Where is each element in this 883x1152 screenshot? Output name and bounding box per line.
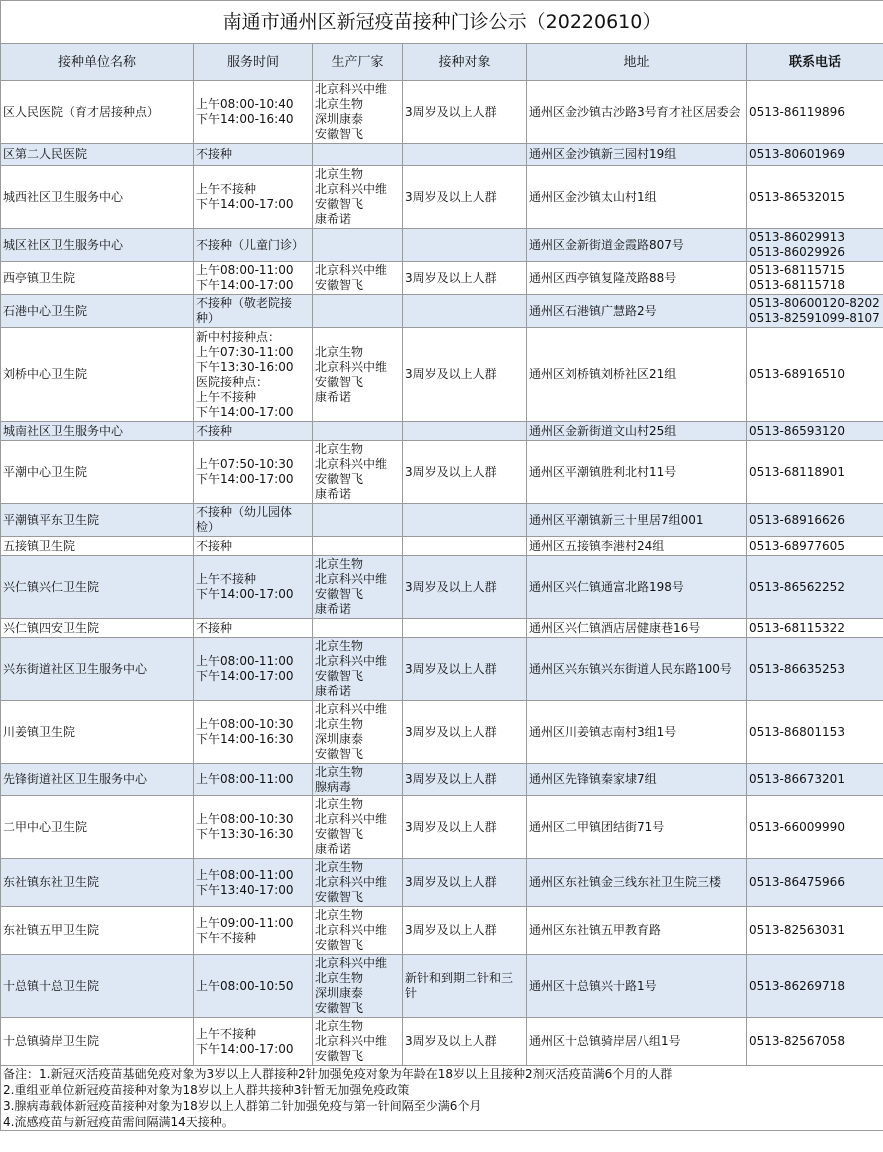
phone-cell: [747, 955, 883, 1018]
target-cell: [403, 537, 527, 556]
unit-cell: 西亭镇卫生院: [1, 262, 194, 295]
address-cell: 通州区先锋镇秦家埭7组: [527, 764, 747, 796]
time-cell: [194, 537, 313, 556]
table-row: [1, 422, 883, 441]
table-row: [1, 619, 883, 638]
target-cell: 3周岁及以上人群: [403, 638, 527, 701]
target-cell: [403, 295, 527, 328]
maker-cell: [313, 619, 403, 638]
maker-cell: [313, 504, 403, 537]
time-cell: [194, 422, 313, 441]
time-line: 下午13:30-16:30: [196, 827, 294, 841]
maker-line: 北京科兴中维: [315, 654, 388, 668]
phone-cell: [747, 1018, 883, 1066]
phone-cell: [747, 638, 883, 701]
maker-line: 安徽智飞: [315, 890, 364, 904]
maker-line: 北京科兴中维: [315, 82, 388, 96]
address-cell: 通州区刘桥镇刘桥社区21组: [527, 328, 747, 422]
maker-cell: [313, 81, 403, 144]
maker-line: 康希诺: [315, 389, 352, 404]
unit-cell: 东社镇东社卫生院: [1, 859, 194, 907]
maker-cell: [313, 556, 403, 619]
maker-line: 安徽智飞: [315, 827, 364, 841]
time-cell: [194, 144, 313, 166]
target-cell: 3周岁及以上人群: [403, 1018, 527, 1066]
phone-line: 0513-86119896: [749, 104, 845, 119]
note-row: [1, 1098, 883, 1114]
time-line: 上午不接种: [196, 1026, 257, 1041]
maker-line: 深圳康泰: [315, 986, 364, 1000]
phone-cell: [747, 556, 883, 619]
time-line: 下午14:00-17:00: [196, 404, 294, 419]
time-cell: [194, 859, 313, 907]
time-line: 新中村接种点：: [196, 329, 281, 344]
maker-cell: [313, 764, 403, 796]
maker-line: 北京科兴中维: [315, 702, 388, 716]
maker-cell: [313, 295, 403, 328]
address-cell: 通州区西亭镇复隆茂路88号: [527, 262, 747, 295]
table-row: [1, 295, 883, 328]
unit-cell: 兴东街道社区卫生服务中心: [1, 638, 194, 701]
address-cell: 通州区东社镇五甲教育路: [527, 907, 747, 955]
header-target: 接种对象: [403, 44, 527, 81]
time-line: 下午14:00-16:40: [196, 112, 294, 126]
maker-cell: [313, 166, 403, 229]
time-cell: [194, 262, 313, 295]
time-line: 不接种（幼儿园体检）: [196, 505, 293, 534]
time-cell: [194, 1018, 313, 1066]
unit-cell: 平潮镇平东卫生院: [1, 504, 194, 537]
unit-cell: 城南社区卫生服务中心: [1, 422, 194, 441]
time-cell: [194, 441, 313, 504]
phone-line: 0513-82591099-8107: [749, 311, 880, 325]
header-address: 地址: [527, 44, 747, 81]
time-line: 不接种（敬老院接种）: [196, 296, 293, 325]
maker-line: 安徽智飞: [315, 747, 364, 761]
time-line: 上午08:00-11:00: [196, 772, 294, 786]
maker-line: 安徽智飞: [315, 374, 364, 389]
maker-line: 北京科兴中维: [315, 875, 388, 889]
time-cell: [194, 295, 313, 328]
maker-line: 安徽智飞: [315, 587, 364, 601]
note-row: [1, 1066, 883, 1083]
maker-cell: [313, 537, 403, 556]
time-cell: [194, 328, 313, 422]
maker-line: 安徽智飞: [315, 197, 364, 211]
time-line: 不接种: [196, 423, 233, 438]
header-unit: 接种单位名称: [1, 44, 194, 81]
phone-cell: [747, 262, 883, 295]
address-cell: 通州区川姜镇志南村3组1号: [527, 701, 747, 764]
time-cell: [194, 619, 313, 638]
table-row: [1, 764, 883, 796]
time-line: 上午08:00-10:40: [196, 97, 294, 111]
maker-cell: [313, 229, 403, 262]
note-text: 备注：1.新冠灭活疫苗基础免疫对象为3岁以上人群接种2针加强免疫对象为年龄在18岁以上且接种2剂灭活疫苗满6个月的人群: [1, 1066, 883, 1083]
target-cell: 3周岁及以上人群: [403, 556, 527, 619]
address-cell: 通州区金沙镇古沙路3号育才社区居委会: [527, 81, 747, 144]
time-line: 上午不接种: [196, 389, 257, 404]
table-row: [1, 537, 883, 556]
table-row: [1, 907, 883, 955]
unit-cell: 刘桥中心卫生院: [1, 328, 194, 422]
unit-cell: 二甲中心卫生院: [1, 796, 194, 859]
time-line: 上午09:00-11:00: [196, 915, 294, 930]
maker-line: 北京生物: [315, 908, 364, 922]
maker-line: 北京生物: [315, 860, 364, 874]
maker-line: 安徽智飞: [315, 938, 364, 952]
unit-cell: 城西社区卫生服务中心: [1, 166, 194, 229]
unit-cell: 兴仁镇四安卫生院: [1, 619, 194, 638]
time-line: 上午不接种: [196, 182, 257, 196]
maker-line: 北京生物: [315, 344, 364, 359]
time-cell: [194, 166, 313, 229]
maker-line: 康希诺: [315, 684, 352, 698]
table-row: [1, 144, 883, 166]
unit-cell: 区第二人民医院: [1, 144, 194, 166]
time-line: 下午14:00-17:00: [196, 278, 294, 292]
phone-cell: [747, 907, 883, 955]
maker-line: 安徽智飞: [315, 669, 364, 683]
target-cell: [403, 229, 527, 262]
maker-cell: [313, 262, 403, 295]
maker-line: 康希诺: [315, 842, 352, 856]
time-line: 下午14:00-17:00: [196, 669, 294, 683]
address-cell: 通州区金新街道文山村25组: [527, 422, 747, 441]
phone-line: 0513-82567058: [749, 1034, 845, 1048]
maker-line: 安徽智飞: [315, 1001, 364, 1015]
phone-cell: [747, 859, 883, 907]
time-cell: [194, 907, 313, 955]
unit-cell: 东社镇五甲卫生院: [1, 907, 194, 955]
maker-line: 北京科兴中维: [315, 263, 388, 277]
table-row: [1, 229, 883, 262]
time-cell: [194, 81, 313, 144]
maker-cell: [313, 701, 403, 764]
phone-cell: [747, 422, 883, 441]
phone-cell: [747, 295, 883, 328]
address-cell: 通州区平潮镇新三十里居7组001: [527, 504, 747, 537]
phone-cell: [747, 504, 883, 537]
maker-line: 安徽智飞: [315, 278, 364, 292]
unit-cell: 川姜镇卫生院: [1, 701, 194, 764]
phone-cell: [747, 229, 883, 262]
table-row: [1, 81, 883, 144]
time-line: 下午14:00-17:00: [196, 1041, 294, 1056]
phone-cell: [747, 796, 883, 859]
maker-cell: [313, 422, 403, 441]
target-cell: 3周岁及以上人群: [403, 328, 527, 422]
unit-cell: 十总镇骑岸卫生院: [1, 1018, 194, 1066]
table-row: [1, 701, 883, 764]
phone-line: 0513-86475966: [749, 875, 845, 889]
time-line: 上午不接种: [196, 572, 257, 586]
maker-cell: [313, 441, 403, 504]
phone-line: 0513-86269718: [749, 978, 845, 993]
phone-line: 0513-86635253: [749, 661, 845, 676]
unit-cell: 区人民医院（育才居接种点）: [1, 81, 194, 144]
time-line: 不接种: [196, 538, 233, 553]
target-cell: 3周岁及以上人群: [403, 166, 527, 229]
address-cell: 通州区金新街道金霞路807号: [527, 229, 747, 262]
maker-cell: [313, 144, 403, 166]
time-cell: [194, 764, 313, 796]
table-row: [1, 556, 883, 619]
maker-cell: [313, 1018, 403, 1066]
table-row: [1, 1018, 883, 1066]
phone-cell: [747, 619, 883, 638]
phone-line: 0513-80601969: [749, 147, 845, 161]
phone-line: 0513-86673201: [749, 772, 845, 786]
time-line: 下午14:00-16:30: [196, 732, 294, 746]
phone-cell: [747, 144, 883, 166]
address-cell: 通州区金沙镇太山村1组: [527, 166, 747, 229]
time-line: 不接种: [196, 147, 233, 161]
phone-cell: [747, 764, 883, 796]
address-cell: 通州区金沙镇新三园村19组: [527, 144, 747, 166]
target-cell: [403, 144, 527, 166]
phone-line: 0513-86532015: [749, 189, 845, 204]
table-row: [1, 859, 883, 907]
time-cell: [194, 955, 313, 1018]
phone-line: 0513-86562252: [749, 579, 845, 594]
phone-line: 0513-66009990: [749, 819, 845, 834]
target-cell: 3周岁及以上人群: [403, 81, 527, 144]
phone-line: 0513-68916626: [749, 512, 845, 527]
maker-line: 北京科兴中维: [315, 923, 388, 937]
time-line: 上午07:50-10:30: [196, 457, 294, 471]
target-cell: [403, 422, 527, 441]
maker-line: 深圳康泰: [315, 112, 364, 126]
maker-line: 北京科兴中维: [315, 572, 388, 586]
maker-line: 康希诺: [315, 487, 352, 501]
maker-line: 北京生物: [315, 1019, 364, 1033]
phone-cell: [747, 537, 883, 556]
maker-line: 康希诺: [315, 212, 352, 226]
address-cell: 通州区十总镇兴十路1号: [527, 955, 747, 1018]
time-line: 上午07:30-11:00: [196, 344, 294, 359]
maker-line: 腺病毒: [315, 779, 352, 794]
table-row: [1, 955, 883, 1018]
maker-cell: [313, 859, 403, 907]
address-cell: 通州区五接镇李港村24组: [527, 537, 747, 556]
time-line: 下午13:30-16:00: [196, 359, 294, 374]
maker-line: 北京生物: [315, 167, 364, 181]
phone-line: 0513-68115718: [749, 278, 845, 292]
phone-line: 0513-86801153: [749, 724, 845, 739]
phone-line: 0513-68115322: [749, 620, 845, 635]
maker-line: 安徽智飞: [315, 1049, 364, 1063]
time-cell: [194, 556, 313, 619]
phone-cell: [747, 441, 883, 504]
time-line: 不接种: [196, 620, 233, 635]
target-cell: 3周岁及以上人群: [403, 441, 527, 504]
unit-cell: 五接镇卫生院: [1, 537, 194, 556]
time-line: 上午08:00-10:50: [196, 978, 294, 993]
time-cell: [194, 504, 313, 537]
phone-cell: [747, 328, 883, 422]
maker-cell: [313, 796, 403, 859]
phone-cell: [747, 701, 883, 764]
unit-cell: 石港中心卫生院: [1, 295, 194, 328]
maker-line: 北京生物: [315, 971, 364, 985]
note-text: 3.腺病毒载体新冠疫苗接种对象为18岁以上人群第二针加强免疫与第一针间隔至少满6个月: [1, 1098, 883, 1114]
unit-cell: 兴仁镇兴仁卫生院: [1, 556, 194, 619]
time-cell: [194, 229, 313, 262]
maker-line: 北京科兴中维: [315, 182, 388, 196]
header-row: [1, 44, 883, 81]
maker-line: 北京生物: [315, 717, 364, 731]
target-cell: [403, 504, 527, 537]
phone-line: 0513-86593120: [749, 423, 845, 438]
time-cell: [194, 638, 313, 701]
note-text: 2.重组亚单位新冠疫苗接种对象为18岁以上人群共接种3针暂无加强免疫政策: [1, 1082, 883, 1098]
table-row: [1, 262, 883, 295]
maker-line: 北京生物: [315, 797, 364, 811]
phone-cell: [747, 166, 883, 229]
phone-line: 0513-86029926: [749, 245, 845, 259]
time-cell: [194, 701, 313, 764]
unit-cell: 先锋街道社区卫生服务中心: [1, 764, 194, 796]
page-title: 南通市通州区新冠疫苗接种门诊公示（20220610）: [1, 1, 883, 44]
phone-cell: [747, 81, 883, 144]
time-line: 上午08:00-11:00: [196, 654, 294, 668]
table-row: [1, 441, 883, 504]
time-line: 下午13:40-17:00: [196, 882, 294, 897]
table-row: [1, 638, 883, 701]
maker-line: 北京科兴中维: [315, 956, 388, 970]
maker-line: 深圳康泰: [315, 732, 364, 746]
header-maker: 生产厂家: [313, 44, 403, 81]
time-line: 上午08:00-10:30: [196, 812, 294, 826]
time-line: 不接种（儿童门诊）: [196, 237, 305, 252]
time-line: 上午08:00-11:00: [196, 867, 294, 882]
table-body: [1, 81, 883, 1066]
maker-line: 北京科兴中维: [315, 457, 388, 471]
table-row: [1, 796, 883, 859]
address-cell: 通州区兴仁镇酒店居健康巷16号: [527, 619, 747, 638]
time-line: 下午14:00-17:00: [196, 587, 294, 601]
header-phone: 联系电话: [747, 44, 883, 81]
address-cell: 通州区东社镇金三线东社卫生院三楼: [527, 859, 747, 907]
unit-cell: 平潮中心卫生院: [1, 441, 194, 504]
maker-line: 康希诺: [315, 602, 352, 616]
target-cell: 3周岁及以上人群: [403, 859, 527, 907]
address-cell: 通州区兴东镇兴东街道人民东路100号: [527, 638, 747, 701]
target-cell: [403, 619, 527, 638]
table-row: [1, 504, 883, 537]
maker-cell: [313, 328, 403, 422]
maker-line: 北京科兴中维: [315, 1034, 388, 1048]
maker-cell: [313, 907, 403, 955]
table-row: [1, 328, 883, 422]
time-line: 下午不接种: [196, 930, 257, 945]
target-cell: 3周岁及以上人群: [403, 764, 527, 796]
address-cell: 通州区十总镇骑岸居八组1号: [527, 1018, 747, 1066]
address-cell: 通州区二甲镇团结街71号: [527, 796, 747, 859]
time-line: 医院接种点：: [196, 374, 269, 389]
maker-cell: [313, 638, 403, 701]
target-cell: 3周岁及以上人群: [403, 796, 527, 859]
maker-line: 安徽智飞: [315, 127, 364, 141]
time-line: 上午08:00-11:00: [196, 263, 294, 277]
maker-line: 北京生物: [315, 639, 364, 653]
time-line: 下午14:00-17:00: [196, 472, 294, 486]
address-cell: 通州区平潮镇胜利北村11号: [527, 441, 747, 504]
phone-line: 0513-86029913: [749, 230, 845, 244]
address-cell: 通州区石港镇广慧路2号: [527, 295, 747, 328]
address-cell: 通州区兴仁镇通富北路198号: [527, 556, 747, 619]
time-cell: [194, 796, 313, 859]
time-line: 上午08:00-10:30: [196, 717, 294, 731]
header-time: 服务时间: [194, 44, 313, 81]
time-line: 下午14:00-17:00: [196, 197, 294, 211]
maker-line: 安徽智飞: [315, 472, 364, 486]
target-cell: 3周岁及以上人群: [403, 701, 527, 764]
maker-line: 北京科兴中维: [315, 812, 388, 826]
phone-line: 0513-68118901: [749, 464, 845, 479]
phone-line: 0513-82563031: [749, 923, 845, 937]
maker-line: 北京生物: [315, 557, 364, 571]
maker-cell: [313, 955, 403, 1018]
phone-line: 0513-68115715: [749, 263, 845, 277]
note-text: 4.流感疫苗与新冠疫苗需间隔满14天接种。: [1, 1114, 883, 1131]
phone-line: 0513-68916510: [749, 367, 845, 381]
target-cell: 3周岁及以上人群: [403, 907, 527, 955]
maker-line: 北京科兴中维: [315, 359, 388, 374]
target-cell: 新针和到期二针和三针: [403, 955, 527, 1018]
phone-line: 0513-80600120-8202: [749, 296, 880, 310]
maker-line: 北京生物: [315, 442, 364, 456]
maker-line: 北京生物: [315, 764, 364, 779]
maker-line: 北京生物: [315, 97, 364, 111]
unit-cell: 城区社区卫生服务中心: [1, 229, 194, 262]
note-row: [1, 1114, 883, 1131]
unit-cell: 十总镇十总卫生院: [1, 955, 194, 1018]
target-cell: 3周岁及以上人群: [403, 262, 527, 295]
note-row: [1, 1082, 883, 1098]
table-row: [1, 166, 883, 229]
phone-line: 0513-68977605: [749, 538, 845, 553]
